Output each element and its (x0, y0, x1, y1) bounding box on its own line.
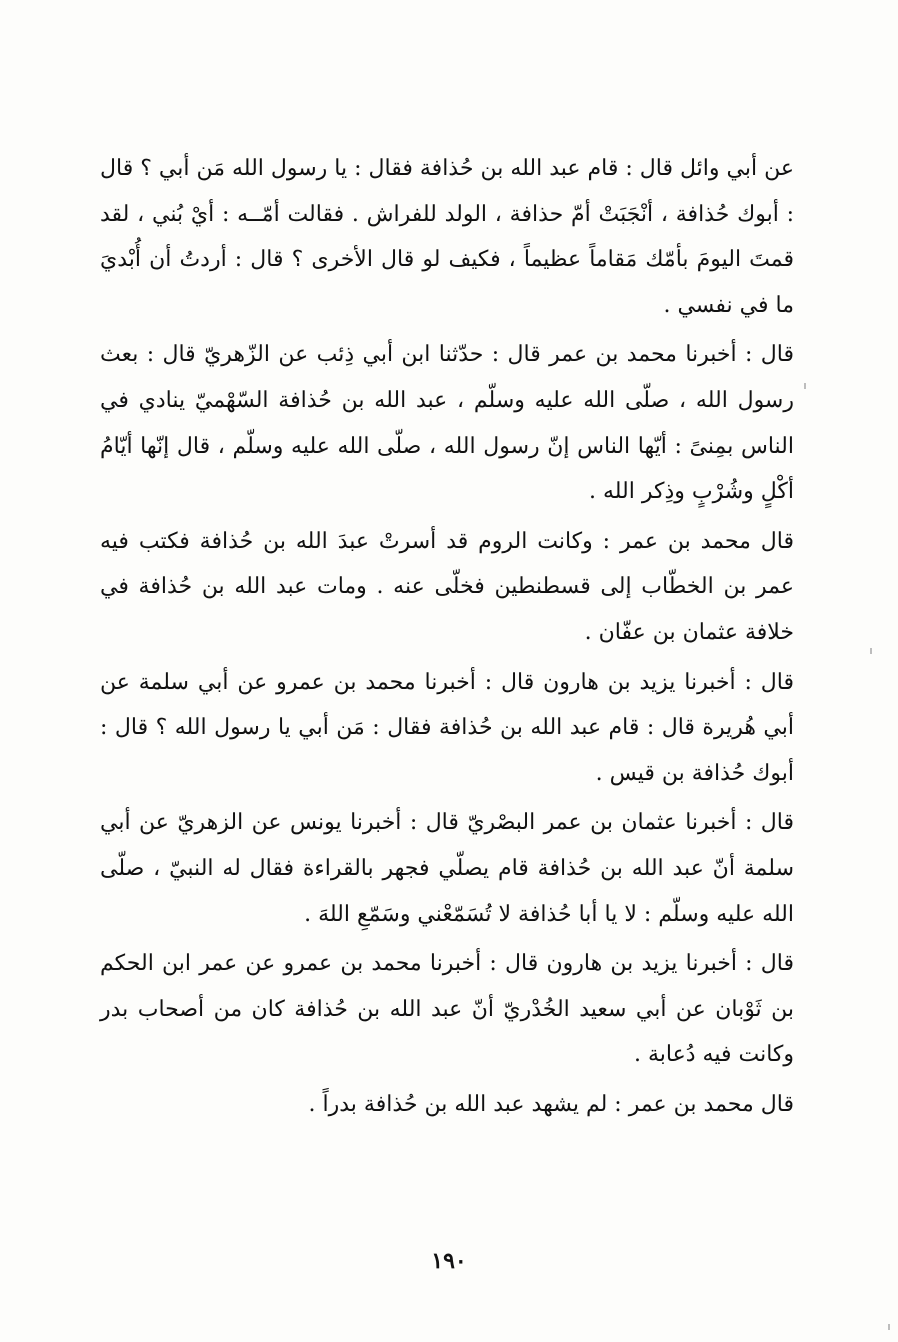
page-number: ١٩٠ (431, 1248, 467, 1274)
paragraph-1: عن أبي وائل قال : قام عبد الله بن حُذافة فقال : يا رسول الله مَن أبي ؟ قال : أبوك حُذافة ، أنْجَبَتْ أمّ حذافة ، الولد للفراش . فقالت أمّــه : أيْ بُني ، لقد قمتَ اليومَ بأمّك مَقاماً عظيماً ، فكيف لو قال الأخرى ؟ قال : أردتُ أن أُبْديَ ما في نفسي . (100, 156, 794, 318)
paragraph-3: قال محمد بن عمر : وكانت الروم قد أسرتْ عبدَ الله بن حُذافة فكتب فيه عمر بن الخطّاب إلى قسطنطين فخلّى عنه . ومات عبد الله بن حُذافة في خلافة عثمان بن عفّان . (100, 528, 794, 645)
paragraph-5: قال : أخبرنا عثمان بن عمر البصْريّ قال : أخبرنا يونس عن الزهريّ عن أبي سلمة أنّ عبد الله بن حُذافة قام يصلّي فجهر بالقراءة فقال له النبيّ ، صلّى الله عليه وسلّم : لا يا أبا حُذافة لا تُسَمّعْني وسَمّعِ اللهَ . (100, 810, 794, 927)
arabic-text-body (100, 146, 794, 1127)
paragraph-6: قال : أخبرنا يزيد بن هارون قال : أخبرنا محمد بن عمرو عن عمر ابن الحكم بن ثَوْبان عن أبي سعيد الخُدْريّ أنّ عبد الله بن حُذافة كان من أصحاب بدر وكانت فيه دُعابة . (100, 951, 794, 1068)
scan-speck (888, 1324, 890, 1330)
paragraph-2: قال : أخبرنا محمد بن عمر قال : حدّثنا ابن أبي ذِئب عن الزّهريّ قال : بعث رسول الله ، صلّى الله عليه وسلّم ، عبد الله بن حُذافة السّهْميّ ينادي في الناس بمِنىً : أيّها الناس إنّ رسول الله ، صلّى الله عليه وسلّم ، قال إنّها أيّامُ أكْلٍ وشُرْبٍ وذِكر الله . (100, 342, 794, 505)
scan-speck (870, 648, 872, 654)
paragraph-4: قال : أخبرنا يزيد بن هارون قال : أخبرنا محمد بن عمرو عن أبي سلمة عن أبي هُريرة قال : قام عبد الله بن حُذافة فقال : مَن أبي يا رسول الله ؟ قال : أبوك حُذافة بن قيس . (100, 669, 794, 786)
scan-speck (804, 383, 806, 389)
paragraph-7: قال محمد بن عمر : لم يشهد عبد الله بن حُذافة بدراً . (308, 1091, 794, 1117)
